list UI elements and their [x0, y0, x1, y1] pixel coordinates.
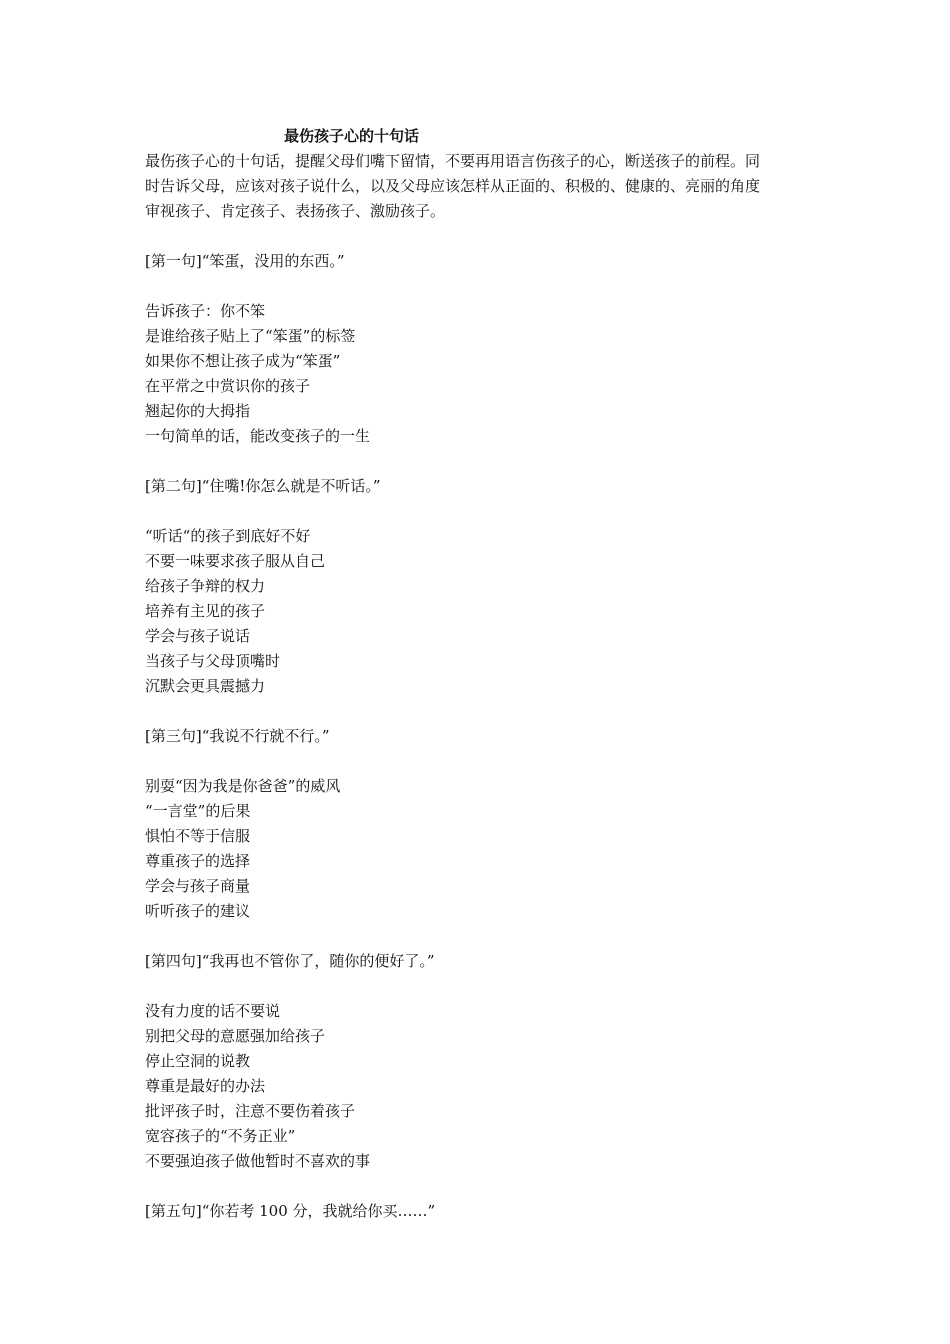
section-line: 尊重是最好的办法 [145, 1077, 266, 1095]
blank-line [145, 499, 810, 524]
section-line: 翘起你的大拇指 [145, 402, 251, 420]
section-line: “听话“的孩子到底好不好 [145, 527, 311, 545]
section-line: 别耍“因为我是你爸爸”的威风 [145, 777, 341, 795]
section-line: 一句简单的话，能改变孩子的一生 [145, 427, 371, 445]
section-line: “一言堂”的后果 [145, 802, 251, 820]
section-heading: [第一句]“笨蛋，没用的东西。” [145, 252, 345, 270]
section-line: 如果你不想让孩子成为“笨蛋” [145, 352, 341, 370]
section-line: 宽容孩子的“不务正业” [145, 1127, 296, 1145]
section-heading: [第四句]“我再也不管你了，随你的便好了。” [145, 952, 435, 970]
document-title: 最伤孩子心的十句话 [284, 127, 420, 145]
section-line: 尊重孩子的选择 [145, 852, 251, 870]
blank-line [145, 699, 810, 724]
blank-line [145, 749, 810, 774]
section-line: 批评孩子时，注意不要伤着孩子 [145, 1102, 356, 1120]
section-line: 培养有主见的孩子 [145, 602, 266, 620]
section-line: 没有力度的话不要说 [145, 1002, 281, 1020]
section-line: 告诉孩子：你不笨 [145, 302, 266, 320]
section-line: 在平常之中赏识你的孩子 [145, 377, 311, 395]
section-line: 惧怕不等于信服 [145, 827, 251, 845]
document-body [145, 249, 810, 1224]
intro-line: 最伤孩子心的十句话，提醒父母们嘴下留情，不要再用语言伤孩子的心，断送孩子的前程。同 [145, 152, 761, 170]
section-line: 学会与孩子商量 [145, 877, 251, 895]
section-line: 沉默会更具震撼力 [145, 677, 266, 695]
section-line: 听听孩子的建议 [145, 902, 251, 920]
section-line: 是谁给孩子贴上了“笨蛋”的标签 [145, 327, 356, 345]
section-line: 学会与孩子说话 [145, 627, 251, 645]
section-line: 当孩子与父母顶嘴时 [145, 652, 281, 670]
intro-paragraph [145, 149, 810, 224]
blank-line [145, 924, 810, 949]
intro-line: 时告诉父母，应该对孩子说什么，以及父母应该怎样从正面的、积极的、健康的、亮丽的角度 [145, 177, 761, 195]
blank-line [145, 449, 810, 474]
blank-line [145, 974, 810, 999]
section-line: 别把父母的意愿强加给孩子 [145, 1027, 326, 1045]
blank-line [145, 1174, 810, 1199]
section-line: 停止空洞的说教 [145, 1052, 251, 1070]
section-line: 给孩子争辩的权力 [145, 577, 266, 595]
section-line: 不要一味要求孩子服从自己 [145, 552, 326, 570]
intro-line: 审视孩子、肯定孩子、表扬孩子、激励孩子。 [145, 202, 446, 220]
section-heading: [第五句]“你若考 100 分，我就给你买……” [145, 1202, 436, 1220]
section-heading: [第二句]“住嘴!你怎么就是不听话。” [145, 477, 381, 495]
section-heading: [第三句]“我说不行就不行。” [145, 727, 330, 745]
blank-line [145, 274, 810, 299]
section-line: 不要强迫孩子做他暂时不喜欢的事 [145, 1152, 371, 1170]
